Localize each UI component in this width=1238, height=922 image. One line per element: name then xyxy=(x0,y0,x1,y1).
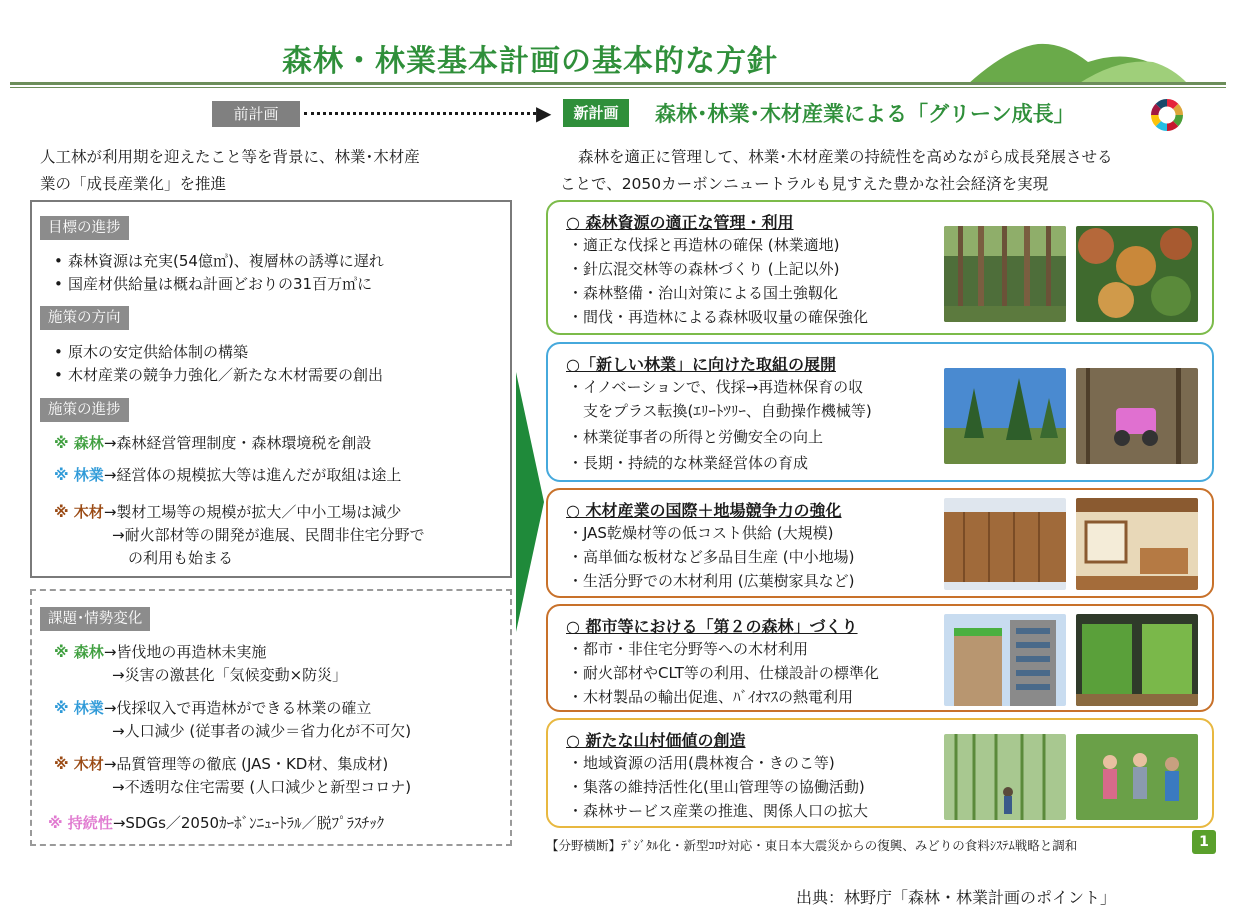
status-wood-line3: の利用も始まる xyxy=(128,549,234,567)
card-title: ○「新しい林業」に向けた取組の展開 xyxy=(566,355,836,374)
card-title: ○ 都市等における「第２の森林」づくり xyxy=(566,617,858,636)
issues-box xyxy=(30,589,512,846)
card-title: ○ 木材産業の国際＋地場競争力の強化 xyxy=(566,501,842,520)
wooden-interior-photo xyxy=(1076,498,1198,590)
lumber-stack-photo xyxy=(944,498,1066,590)
card-item: ・森林サービス産業の推進、関係人口の拡大 xyxy=(568,802,869,820)
dotted-arrow-line xyxy=(304,112,542,115)
title-divider-thin xyxy=(10,87,1226,88)
card-item: ・木材製品の輸出促進、ﾊﾞｲｵﾏｽの熱電利用 xyxy=(568,688,854,706)
policy-card-mountain-village xyxy=(546,718,1214,828)
section-head-progress: 目標の進捗 xyxy=(40,216,129,240)
forestry-machine-photo xyxy=(1076,368,1198,464)
card-item: ・JAS乾燥材等の低コスト供給 (大規模) xyxy=(568,524,834,542)
mixed-forest-photo xyxy=(1076,226,1198,322)
page-number-badge: 1 xyxy=(1192,830,1216,854)
new-plan-title: 森林･林業･木材産業による「グリーン成長」 xyxy=(655,102,1075,126)
policy-card-new-forestry xyxy=(546,342,1214,482)
card-item: ・集落の維持活性化(里山管理等の協働活動) xyxy=(568,778,865,796)
source-credit: 出典：林野庁「森林・林業計画のポイント」 xyxy=(796,888,1117,907)
card-item: ・間伐・再造林による森林吸収量の確保強化 xyxy=(568,308,869,326)
previous-plan-review-box xyxy=(30,200,512,578)
cross-cutting-footnote: 【分野横断】ﾃﾞｼﾞﾀﾙ化・新型ｺﾛﾅ対応・東日本大震災からの復興、みどりの食料ｼｽﾃﾑ戦略と調和 xyxy=(546,838,1078,853)
green-interior-photo xyxy=(1076,614,1198,706)
card-item: ・高単価な板材など多品目生産 (中小地場) xyxy=(568,548,855,566)
card-item: ・生活分野での木材利用 (広葉樹家具など) xyxy=(568,572,855,590)
policy-card-forest-resources xyxy=(546,200,1214,335)
sdgs-wheel-icon xyxy=(1150,98,1184,132)
section-head-status: 施策の進捗 xyxy=(40,398,129,422)
status-forest: ※ 森林→森林経営管理制度・森林環境税を創設 xyxy=(54,434,372,452)
card-item: ・都市・非住宅分野等への木材利用 xyxy=(568,640,809,658)
card-item: ・針広混交林等の森林づくり (上記以外) xyxy=(568,260,840,278)
timber-building-photo xyxy=(944,614,1066,706)
title-divider xyxy=(10,82,1226,85)
transition-wedge-arrow xyxy=(516,372,546,632)
card-item: ・イノベーションで、伐採→再造林保育の収 xyxy=(568,378,864,396)
policy-card-urban-forest xyxy=(546,604,1214,712)
young-trees-photo xyxy=(944,368,1066,464)
forest-photo xyxy=(944,226,1066,322)
section-head-direction: 施策の方向 xyxy=(40,306,129,330)
bamboo-forest-photo xyxy=(944,734,1066,820)
summary-line: 森林を適正に管理して、林業･木材産業の持続性を高めながら成長発展させる xyxy=(578,148,1113,166)
arrow-right-icon: ▶ xyxy=(536,101,552,125)
card-title: ○ 森林資源の適正な管理・利用 xyxy=(566,213,794,232)
page-title: 森林・林業基本計画の基本的な方針 xyxy=(282,44,778,79)
policy-card-wood-industry xyxy=(546,488,1214,598)
card-item: ・森林整備・治山対策による国土強靱化 xyxy=(568,284,839,302)
mountain-logo-icon xyxy=(968,38,1188,84)
card-title: ○ 新たな山村価値の創造 xyxy=(566,731,746,750)
issue-wood: ※ 木材→品質管理等の徹底 (JAS・KD材、集成材) xyxy=(54,755,389,773)
issue-forest-line2: →災害の激甚化「気候変動×防災」 xyxy=(112,666,348,684)
previous-plan-summary xyxy=(40,144,510,198)
issue-sustainability: ※ 持続性→SDGs／2050ｶｰﾎﾞﾝﾆｭｰﾄﾗﾙ／脱ﾌﾟﾗｽﾁｯｸ xyxy=(48,814,385,832)
issue-forest: ※ 森林→皆伐地の再造林未実施 xyxy=(54,643,267,661)
issue-forestry: ※ 林業→伐採収入で再造林ができる林業の確立 xyxy=(54,699,372,717)
summary-line: ことで、2050カーボンニュートラルも見すえた豊かな社会経済を実現 xyxy=(560,175,1049,193)
summary-line: 人工林が利用期を迎えたこと等を背景に、林業･木材産 xyxy=(40,148,420,166)
list-item: • 国産材供給量は概ね計画どおりの31百万㎥に xyxy=(54,275,373,293)
new-plan-label: 新計画 xyxy=(563,99,629,127)
card-item: ・耐火部材やCLT等の利用、仕様設計の標準化 xyxy=(568,664,879,682)
forest-visitors-photo xyxy=(1076,734,1198,820)
section-head-issues: 課題･情勢変化 xyxy=(40,607,150,631)
card-item: ・適正な伐採と再造林の確保 (林業適地) xyxy=(568,236,840,254)
card-item: ・地域資源の活用(農林複合・きのこ等) xyxy=(568,754,835,772)
status-wood: ※ 木材→製材工場等の規模が拡大／中小工場は減少 xyxy=(54,503,402,521)
new-plan-summary xyxy=(560,144,1220,198)
list-item: • 森林資源は充実(54億㎥)、複層林の誘導に遅れ xyxy=(54,252,384,270)
issue-wood-line2: →不透明な住宅需要 (人口減少と新型コロナ) xyxy=(112,778,412,796)
card-item: ・長期・持続的な林業経営体の育成 xyxy=(568,454,809,472)
previous-plan-label: 前計画 xyxy=(212,101,300,127)
card-item: ・林業従事者の所得と労働安全の向上 xyxy=(568,428,824,446)
summary-line: 業の「成長産業化」を推進 xyxy=(40,175,227,193)
status-forestry: ※ 林業→経営体の規模拡大等は進んだが取組は途上 xyxy=(54,466,402,484)
list-item: • 木材産業の競争力強化／新たな木材需要の創出 xyxy=(54,366,384,384)
status-wood-line2: →耐火部材等の開発が進展、民間非住宅分野で xyxy=(112,526,425,544)
list-item: • 原木の安定供給体制の構築 xyxy=(54,343,249,361)
card-item: 支をプラス転換(ｴﾘｰﾄﾂﾘｰ、自動操作機械等) xyxy=(568,402,872,420)
issue-forestry-line2: →人口減少 (従事者の減少＝省力化が不可欠) xyxy=(112,722,412,740)
